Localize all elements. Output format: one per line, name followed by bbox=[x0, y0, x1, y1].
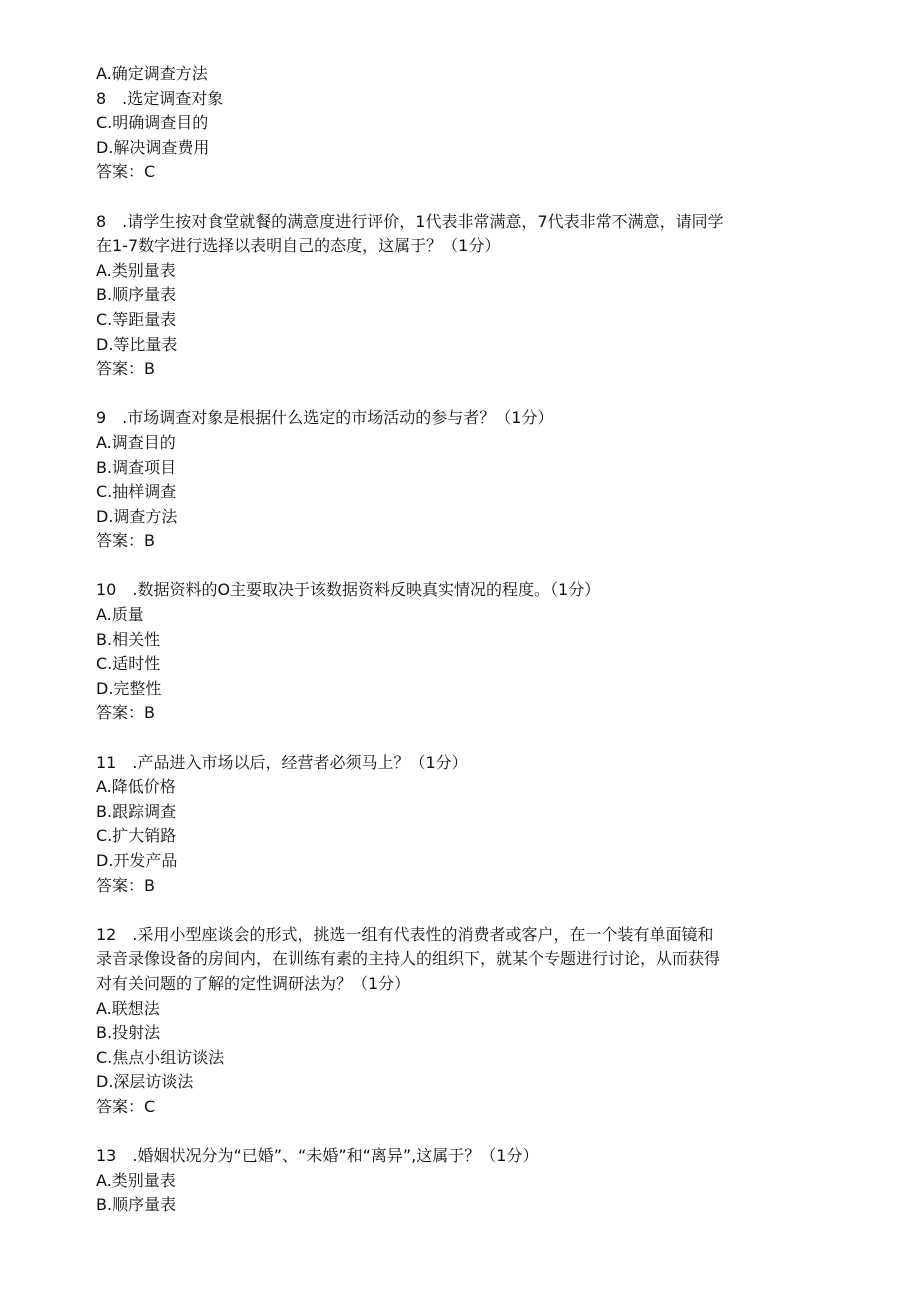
answer-option: D.解决调查费用 bbox=[96, 137, 210, 157]
answer-option: A.调查目的 bbox=[96, 432, 176, 452]
question-stem-line: 录音录像设备的房间内，在训练有素的主持人的组织下，就某个专题进行讨论，从而获得 bbox=[96, 949, 721, 969]
question-block bbox=[96, 406, 836, 554]
answer-option: A.确定调查方法 bbox=[96, 64, 208, 83]
question-stem-line: 8 .请学生按对食堂就餐的满意度进行评价，1代表非常满意，7代表非常不满意，请同学 bbox=[96, 211, 724, 231]
answer-option: C.适时性 bbox=[96, 654, 161, 674]
answer-option: B.调查项目 bbox=[96, 457, 177, 477]
answer-key: 答案：B bbox=[96, 359, 155, 379]
answer-option: C.明确调查目的 bbox=[96, 113, 209, 133]
answer-key: 答案：C bbox=[96, 162, 156, 182]
answer-option: D.完整性 bbox=[96, 678, 162, 698]
question-stem-line: 12 .采用小型座谈会的形式，挑选一组有代表性的消费者或客户，在一个装有单面镜和 bbox=[96, 924, 714, 944]
answer-option: A.类别量表 bbox=[96, 1170, 176, 1190]
answer-key: 答案：B bbox=[96, 531, 155, 551]
question-block bbox=[96, 923, 836, 1120]
question-stem-line: 在1-7数字进行选择以表明自己的态度，这属于？（1分） bbox=[96, 236, 501, 256]
answer-option: B.跟踪调查 bbox=[96, 801, 177, 821]
answer-option: B.顺序量表 bbox=[96, 1195, 177, 1215]
answer-option: C.焦点小组访谈法 bbox=[96, 1047, 225, 1067]
question-block bbox=[96, 1144, 836, 1218]
answer-key: 答案：C bbox=[96, 1096, 156, 1116]
answer-option: C.等距量表 bbox=[96, 309, 177, 329]
answer-option: B.顺序量表 bbox=[96, 285, 177, 305]
question-stem-line: 对有关问题的了解的定性调研法为？（1分） bbox=[96, 973, 411, 993]
answer-option: C.扩大销路 bbox=[96, 826, 177, 846]
question-stem-line: 13 .婚姻状况分为“已婚”、“未婚”和“离异”,这属于？（1分） bbox=[96, 1146, 539, 1166]
question-stem-line: 9 .市场调查对象是根据什么选定的市场活动的参与者？（1分） bbox=[96, 408, 554, 428]
answer-option: 8 .选定调查对象 bbox=[96, 88, 224, 108]
answer-option: D.开发产品 bbox=[96, 851, 178, 870]
answer-option: A.质量 bbox=[96, 605, 144, 625]
answer-option: A.联想法 bbox=[96, 998, 160, 1018]
question-stem-line: 10 .数据资料的O主要取决于该数据资料反映真实情况的程度。（1分） bbox=[96, 580, 601, 600]
document-page bbox=[96, 62, 836, 1243]
question-block bbox=[96, 751, 836, 899]
question-stem-line: 11 .产品进入市场以后，经营者必须马上？（1分） bbox=[96, 752, 468, 772]
answer-option: B.相关性 bbox=[96, 629, 161, 649]
answer-option: A.降低价格 bbox=[96, 777, 176, 797]
answer-option: C.抽样调查 bbox=[96, 482, 177, 502]
answer-option: D.调查方法 bbox=[96, 506, 178, 526]
answer-option: D.等比量表 bbox=[96, 334, 178, 354]
question-block bbox=[96, 210, 836, 382]
answer-option: A.类别量表 bbox=[96, 260, 176, 280]
question-block bbox=[96, 62, 836, 185]
answer-option: B.投射法 bbox=[96, 1023, 161, 1043]
answer-key: 答案：B bbox=[96, 875, 155, 895]
answer-key: 答案：B bbox=[96, 703, 155, 723]
answer-option: D.深层访谈法 bbox=[96, 1072, 194, 1092]
question-block bbox=[96, 578, 836, 726]
